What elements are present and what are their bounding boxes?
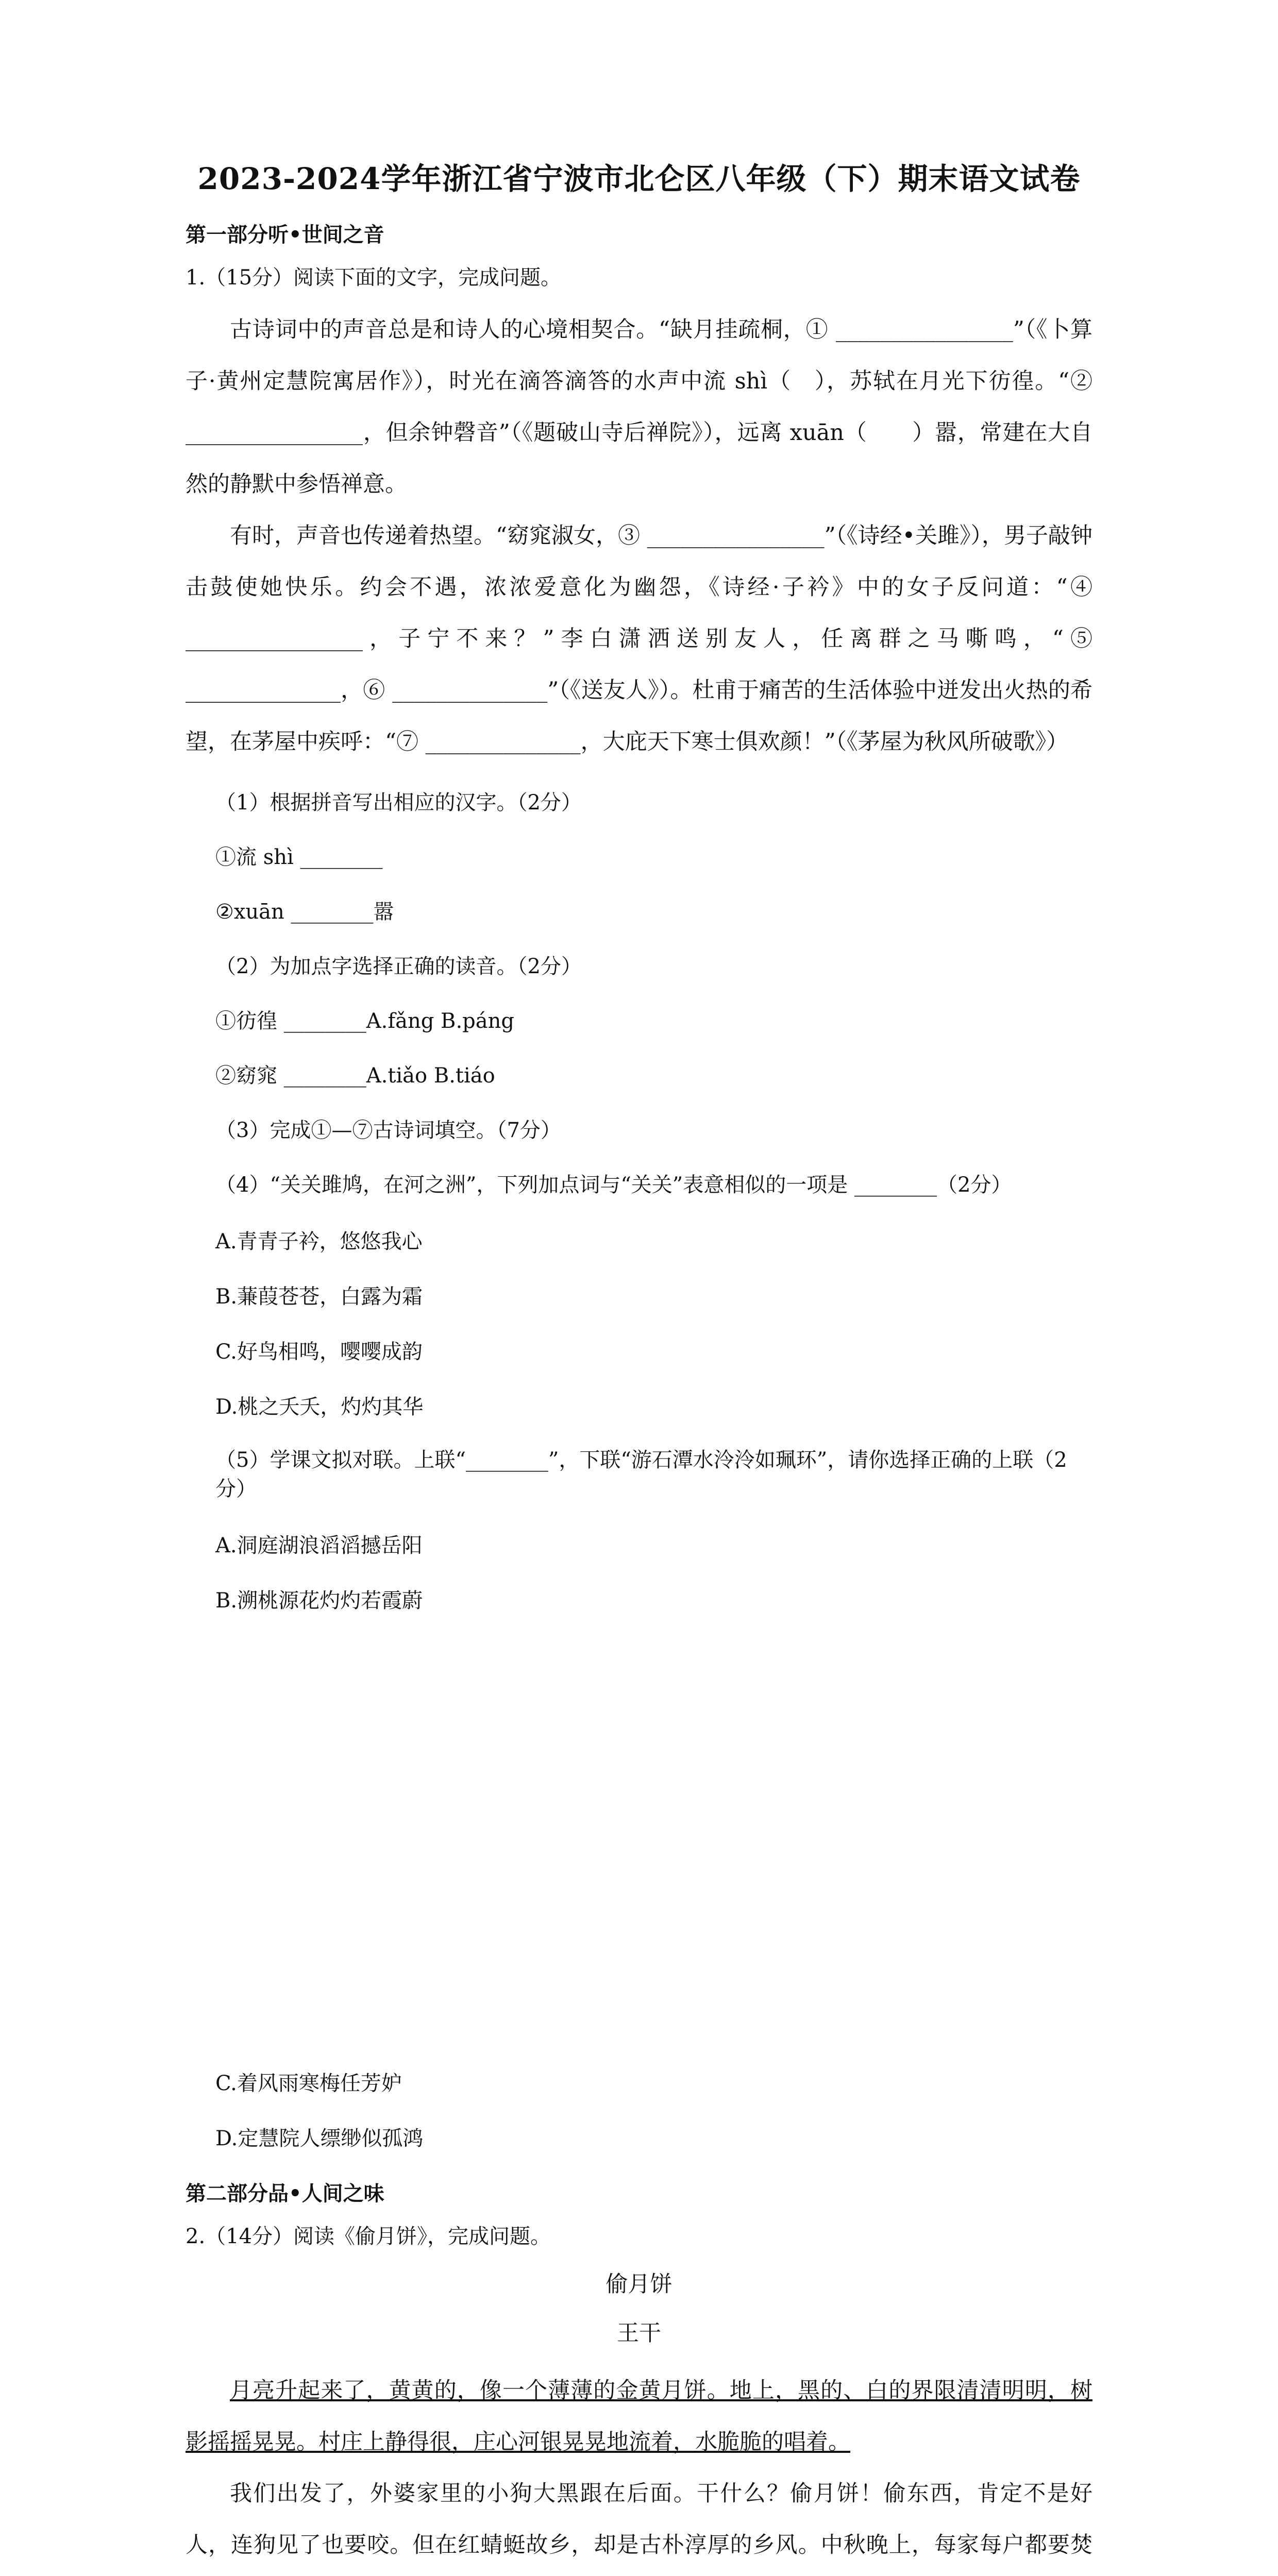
sub2-item-b: ②窈窕 ________A.tiǎo B.tiáo <box>215 1064 495 1088</box>
sub4-option: D.桃之夭夭，灼灼其华 <box>215 1395 424 1419</box>
part1-heading: 第一部分听•世间之音 <box>186 223 384 247</box>
sub5-option: A.洞庭湖浪滔滔撼岳阳 <box>215 1534 423 1557</box>
sub1-prompt: （1）根据拼音写出相应的汉字。（2分） <box>215 791 582 815</box>
q1-heading: 1.（15分）阅读下面的文字，完成问题。 <box>186 266 562 290</box>
sub3-prompt: （3）完成①—⑦古诗词填空。（7分） <box>215 1118 561 1142</box>
sub5-prompt: （5）学课文拟对联。上联“________”，下联“游石潭水泠泠如珮环”，请你选择正确的上联（2分） <box>215 1448 1067 1501</box>
story-title: 偷月饼 <box>606 2272 672 2297</box>
q1-paragraph-2: 有时，声音也传递着热望。“窈窕淑女，③ ________________”（《诗经•关雎》），男子敲钟击鼓使她快乐。约会不遇，浓浓爱意化为幽怨，《诗经·子衿》中的女子反问道：“④ ________________，子宁不来？”李白潇洒送别友人，任离群之马嘶鸣，“⑤ ______________，⑥ ______________”（《送友人》）。杜甫于痛苦的生活体验中迸发出火热的希望，在茅屋中疾呼：“⑦ ______________，大庇天下寒士俱欢颜！”（《茅屋为秋风所破歌》） <box>186 523 1092 755</box>
part2-heading: 第二部分品•人间之味 <box>186 2181 384 2206</box>
sub4-option: B.蒹葭苍苍，白露为霜 <box>215 1285 423 1309</box>
sub1-item-b: ②xuān ________嚣 <box>215 900 394 924</box>
story-paragraph-1: 月亮升起来了，黄黄的，像一个薄薄的金黄月饼。地上，黑的、白的界限清清明明，树影摇摇晃晃。村庄上静得很，庄心河银晃晃地流着，水脆脆的唱着。 <box>186 2378 1092 2455</box>
sub5-option: C.着风雨寒梅任芳妒 <box>215 2072 402 2095</box>
sub4-prompt: （4）“关关雎鸠，在河之洲”，下列加点词与“关关”表意相似的一项是 ________（2分） <box>215 1173 1012 1197</box>
sub5-option: D.定慧院人缥缈似孤鸿 <box>215 2127 424 2150</box>
exam-title: 2023-2024学年浙江省宁波市北仑区八年级（下）期末语文试卷 <box>197 161 1081 196</box>
q2-heading: 2.（14分）阅读《偷月饼》，完成问题。 <box>186 2225 551 2248</box>
sub2-item-a: ①彷徨 ________A.fǎng B.páng <box>215 1009 514 1033</box>
q1-paragraph-1: 古诗词中的声音总是和诗人的心境相契合。“缺月挂疏桐，① ________________”（《卜算子·黄州定慧院寓居作》），时光在滴答滴答的水声中流 shì（ ），苏轼在月光下彷徨。“② ________________，但余钟磬音”（《题破山寺后禅院》），远离 xuān（ ）嚣，常建在大自然的静默中参悟禅意。 <box>186 317 1092 497</box>
sub4-option: A.青青子衿，悠悠我心 <box>215 1230 423 1253</box>
sub2-prompt: （2）为加点字选择正确的读音。（2分） <box>215 955 582 978</box>
exam-page <box>186 155 1092 2576</box>
story-paragraph-2: 我们出发了，外婆家里的小狗大黑跟在后面。干什么？偷月饼！偷东西，肯定不是好人，连狗见了也要咬。但在红蜻蜓故乡，却是古朴淳厚的乡风。中秋晚上，每家每户都要焚 <box>186 2481 1092 2558</box>
page-break-gap <box>186 1639 1092 2067</box>
story-author: 王干 <box>617 2320 661 2346</box>
sub5-option: B.溯桃源花灼灼若霞蔚 <box>215 1589 423 1613</box>
sub4-option: C.好鸟相鸣，嘤嘤成韵 <box>215 1340 423 1364</box>
sub1-item-a: ①流 shì ________ <box>215 845 383 869</box>
